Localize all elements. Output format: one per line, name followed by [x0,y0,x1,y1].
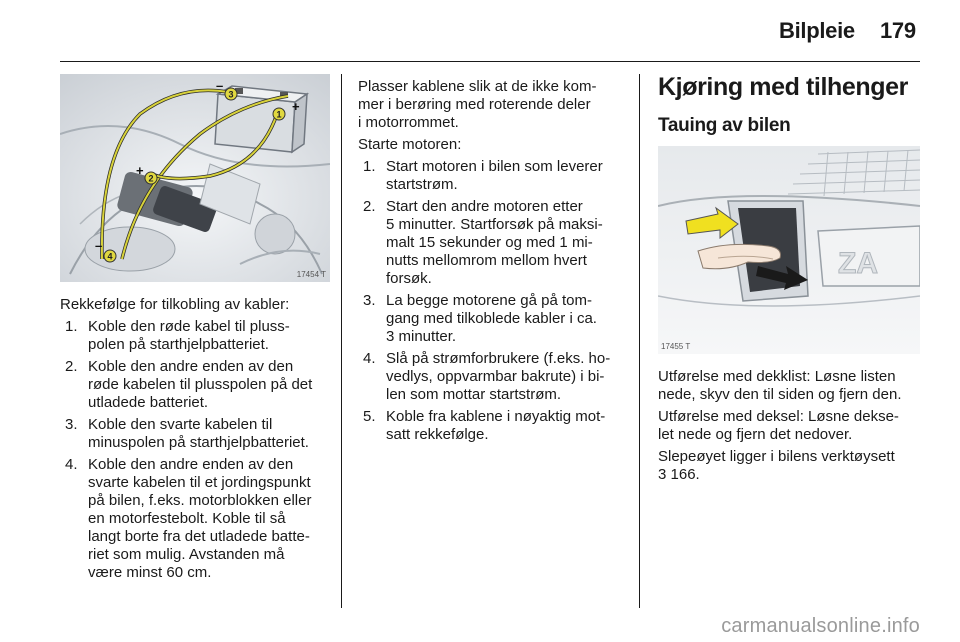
left-column-text [60,296,335,586]
step-number: 2. [65,358,78,375]
step-line: langt borte fra det utladede batte- [88,528,310,545]
start-engine-heading: Starte motoren: [358,136,462,153]
step-line: minuspolen på starthjelpbatteriet. [88,434,309,451]
towing-figure [658,146,920,354]
cover-strip-paragraph [658,368,930,404]
step-line: gang med tilkoblede kabler i ca. [386,310,597,327]
right-column-text [658,368,930,488]
figure-number-jumpstart: 17454 T [296,270,326,279]
text-line: nede, skyv den til siden og fjern den. [658,386,902,403]
step-line: 3 minutter. [386,328,457,345]
start-steps [358,158,633,444]
step-line: 5 minutter. Startforsøk på maksi- [386,216,603,233]
marker-2 [145,172,157,184]
list-item [60,456,335,582]
column-divider-left [341,74,342,608]
cover-paragraph [658,408,930,444]
section-heading: Kjøring med tilhenger [658,73,908,101]
plate-letters: ZA [838,247,878,280]
step-line: len som mottar startstrøm. [386,386,562,403]
step-number: 4. [363,350,376,367]
connection-steps [60,318,335,582]
marker-3-label: 3 [228,89,234,100]
figure-number-towing: 17455 T [661,342,691,351]
list-item [60,358,335,412]
step-line: en motorfestebolt. Koble til så [88,510,286,527]
step-line: Start motoren i bilen som leverer [386,158,603,175]
plus-sign-2: + [136,163,144,178]
step-line: være minst 60 cm. [88,564,212,581]
step-line: på bilen, f.eks. motorblokken eller [88,492,312,509]
list-item [60,318,335,354]
list-item [358,350,633,404]
step-line: malt 15 sekunder og med 1 mi- [386,234,593,251]
page-header [0,0,960,62]
step-number: 1. [65,318,78,335]
step-line: Start den andre motoren etter [386,198,583,215]
text-line: Plasser kablene slik at de ikke kom- [358,78,597,95]
list-item [358,292,633,346]
step-number: 3. [65,416,78,433]
marker-4-label: 4 [107,251,113,262]
minus-sign-3: – [216,78,224,93]
text-line: Slepeøyet ligger i bilens verktøysett [658,448,895,465]
cable-placement-paragraph [358,78,633,132]
step-number: 2. [363,198,376,215]
step-line: Koble den svarte kabelen til [88,416,273,433]
marker-1-label: 1 [276,109,282,120]
step-line: nutts mellomrom mellom hvert [386,252,587,269]
step-number: 4. [65,456,78,473]
watermark: carmanualsonline.info [721,615,920,637]
text-line: Utførelse med dekklist: Løsne listen [658,368,896,385]
step-number: 5. [363,408,376,425]
step-line: La begge motorene gå på tom- [386,292,592,309]
list-item [358,198,633,288]
step-line: startstrøm. [386,176,458,193]
marker-1 [273,108,285,120]
subsection-heading: Tauing av bilen [658,115,791,136]
step-number: 1. [363,158,376,175]
marker-4 [104,250,116,262]
page-reference: 3 166. [658,466,700,483]
jumpstart-figure [60,74,330,282]
step-line: satt rekkefølge. [386,426,489,443]
connection-intro: Rekkefølge for tilkobling av kabler: [60,296,290,313]
step-line: Slå på strømforbrukere (f.eks. ho- [386,350,611,367]
step-line: forsøk. [386,270,432,287]
text-line: mer i berøring med roterende deler [358,96,591,113]
step-line: Koble den andre enden av den [88,456,294,473]
step-line: røde kabelen til plusspolen på det [88,376,313,393]
text-line: Utførelse med deksel: Løsne dekse- [658,408,899,425]
step-line: Koble fra kablene i nøyaktig mot- [386,408,606,425]
list-item [358,408,633,444]
marker-2-label: 2 [148,173,154,184]
plus-sign-1: + [292,99,300,114]
jumpstart-illustration [60,74,330,282]
column-divider-right [639,74,640,608]
step-line: Koble den andre enden av den [88,358,294,375]
licence-plate [818,226,920,286]
step-line: svarte kabelen til et jordingspunkt [88,474,311,491]
text-line: i motorrommet. [358,114,459,131]
step-line: riet som mulig. Avstanden må [88,546,285,563]
step-number: 3. [363,292,376,309]
text-line: let nede og fjern det nedover. [658,426,853,443]
step-line: vedlys, oppvarmbar bakrute) i bi- [386,368,605,385]
header-rule [60,61,920,62]
step-line: utladede batteriet. [88,394,209,411]
list-item [60,416,335,452]
list-item [358,158,633,194]
step-line: polen på starthjelpbatteriet. [88,336,269,353]
middle-column-text [358,78,633,448]
tow-eye-paragraph [658,448,930,484]
towing-illustration [658,146,920,354]
step-line: Koble den røde kabel til pluss- [88,318,290,335]
marker-3 [225,88,237,100]
page-number: 179 [880,18,916,43]
header-title: Bilpleie [779,18,855,43]
minus-sign-4: – [95,238,103,253]
